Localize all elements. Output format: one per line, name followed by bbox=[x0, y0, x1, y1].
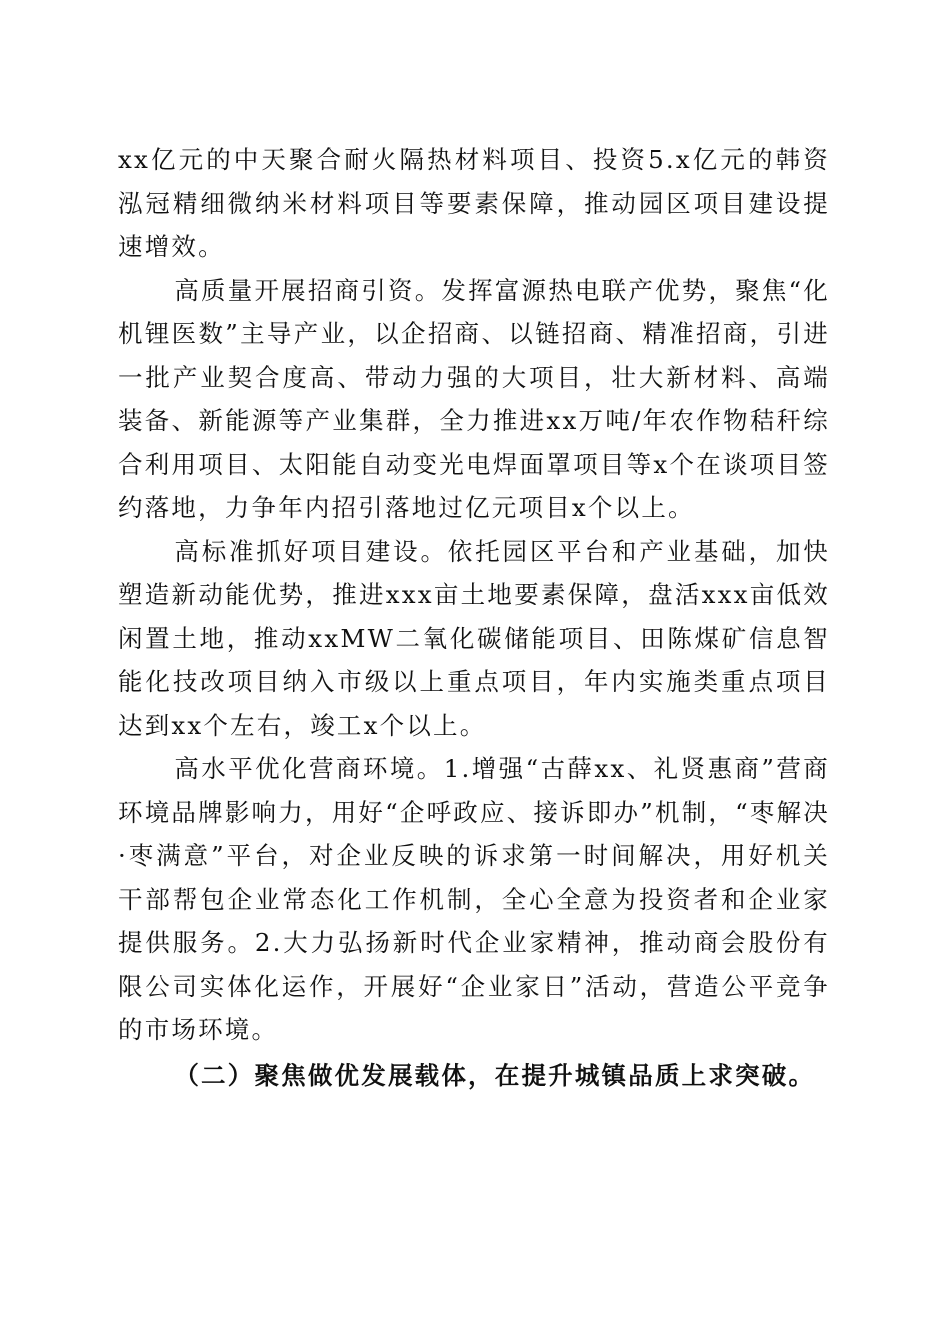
paragraph-investment-attraction: 高质量开展招商引资。发挥富源热电联产优势，聚焦“化机锂医数”主导产业，以企招商、以链招商、精准招商，引进一批产业契合度高、带动力强的大项目，壮大新材料、高端装备、新能源等产业集群，全力推进xx万吨/年农作物秸秆综合利用项目、太阳能自动变光电焊面罩项目等x个在谈项目签约落地，力争年内招引落地过亿元项目x个以上。 bbox=[118, 275, 830, 522]
paragraph-continuation: xx亿元的中天聚合耐火隔热材料项目、投资5.x亿元的韩资泓冠精细微纳米材料项目等要素保障，推动园区项目建设提速增效。 bbox=[118, 145, 830, 261]
paragraph-project-construction: 高标准抓好项目建设。依托园区平台和产业基础，加快塑造新动能优势，推进xxx亩土地要素保障，盘活xxx亩低效闲置土地，推动xxMW二氧化碳储能项目、田陈煤矿信息智能化技改项目纳入市级以上重点项目，年内实施类重点项目达到xx个左右，竣工x个以上。 bbox=[118, 536, 830, 740]
document-body bbox=[118, 138, 830, 1097]
paragraph-business-environment: 高水平优化营商环境。1.增强“古薛xx、礼贤惠商”营商环境品牌影响力，用好“企呼政应、接诉即办”机制，“枣解决·枣满意”平台，对企业反映的诉求第一时间解决，用好机关干部帮包企业常态化工作机制，全心全意为投资者和企业家提供服务。2.大力弘扬新时代企业家精神，推动商会股份有限公司实体化运作，开展好“企业家日”活动，营造公平竞争的市场环境。 bbox=[118, 754, 830, 1044]
section-heading: （二）聚焦做优发展载体，在提升城镇品质上求突破。 bbox=[174, 1060, 816, 1090]
